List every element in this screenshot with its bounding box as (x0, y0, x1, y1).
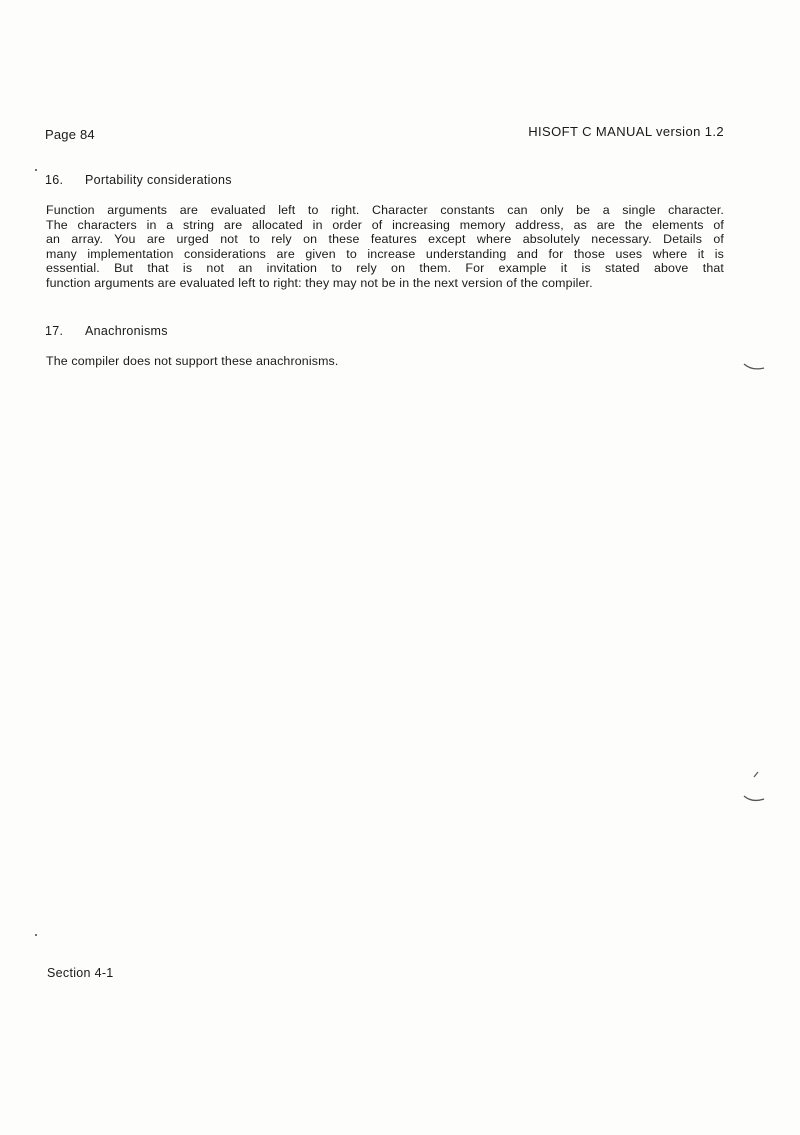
section-body (46, 203, 724, 291)
section-title: Portability considerations (85, 173, 232, 187)
scan-mark (740, 792, 770, 806)
body-line: an array. You are urged not to rely on these features except where absolutely necessary. Details of (46, 232, 724, 247)
section-number: 17. (45, 324, 64, 338)
scan-dot (35, 169, 37, 171)
body-line: essential. But that is not an invitation to rely on them. For example it is stated above that (46, 261, 724, 276)
body-line: many implementation considerations are given to increase understanding and for those uses where it is (46, 246, 724, 261)
section-title: Anachronisms (85, 324, 168, 338)
section-heading (45, 173, 232, 187)
scan-mark (740, 768, 770, 780)
manual-title: HISOFT C MANUAL version 1.2 (528, 124, 724, 139)
page-number: Page 84 (45, 127, 95, 142)
body-line: The characters in a string are allocated in order of increasing memory address, as are the elements of (46, 217, 724, 232)
scan-dot (35, 934, 37, 936)
section-heading (45, 324, 168, 338)
body-line: The compiler does not support these anachronisms. (46, 354, 339, 368)
section-footer: Section 4-1 (47, 966, 114, 980)
body-line: Function arguments are evaluated left to right. Character constants can only be a single character. (46, 203, 724, 217)
section-number: 16. (45, 173, 64, 187)
section-body (46, 354, 724, 369)
body-line: function arguments are evaluated left to right: they may not be in the next version of the compiler. (46, 275, 593, 290)
scan-mark (740, 360, 770, 374)
